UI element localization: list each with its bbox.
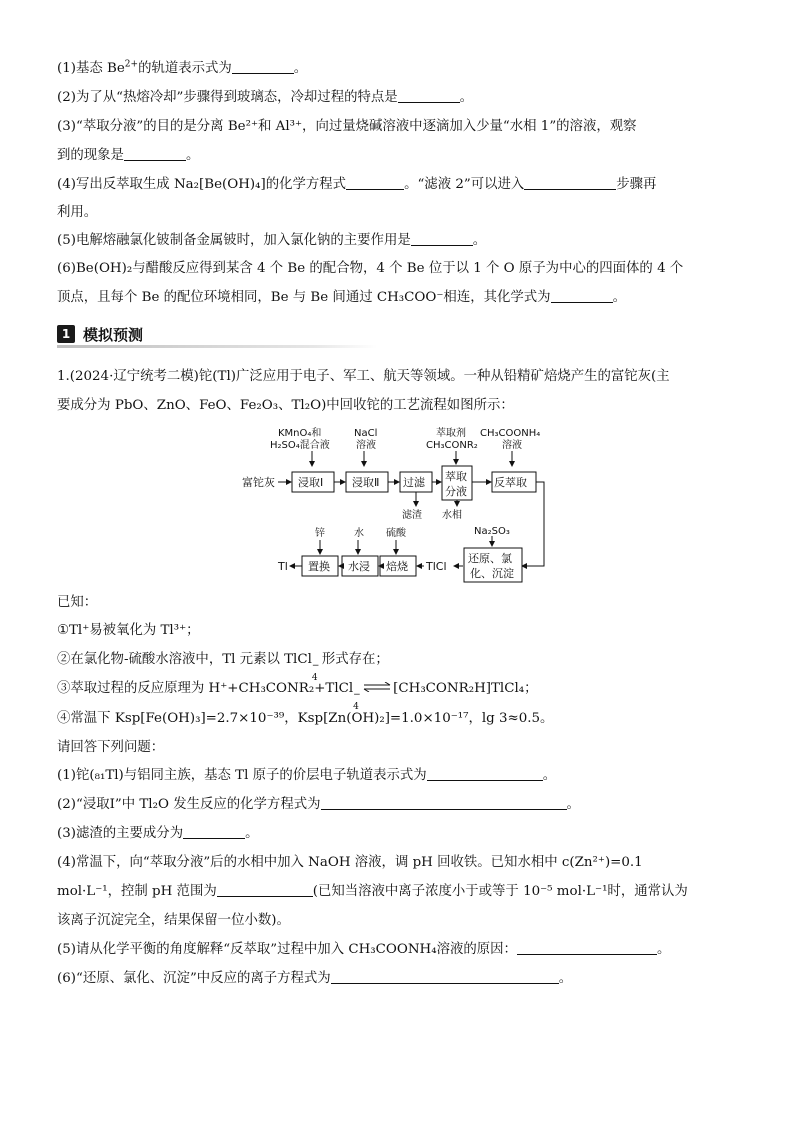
label-nh4-1: CH₃COONH₄: [480, 428, 541, 439]
subq-6-text: (6)“还原、氯化、沉淀”中反应的离子方程式为: [57, 971, 331, 986]
answer-blank[interactable]: [551, 288, 613, 303]
subq-2-text: (2)“浸取Ⅰ”中 Tl₂O 发生反应的化学方程式为: [57, 797, 321, 812]
section-title: 模拟预测: [83, 325, 144, 344]
box-separate-1: 萃取: [445, 470, 467, 483]
subq-4-line3: 该离子沉淀完全，结果保留一位小数)。: [57, 913, 290, 928]
box-filter: 过滤: [403, 476, 425, 489]
question-4-line1: [57, 175, 747, 194]
q2-text: (2)为了从“热熔冷却”步骤得到玻璃态，冷却过程的特点是: [57, 90, 398, 105]
subq-1-tail: 。: [542, 768, 557, 783]
question-2: [57, 88, 747, 107]
subq-4-note: (已知当溶液中离子浓度小于或等于 10⁻⁵ mol·L⁻¹时，通常认为: [312, 884, 688, 899]
answer-blank[interactable]: [346, 175, 404, 190]
subq-5: [57, 940, 747, 959]
known-3-text: ③萃取过程的反应原理为 H⁺+CH₃CONR₂+TlCl: [57, 681, 354, 696]
known-3: ③萃取过程的反应原理为 H⁺+CH₃CONR₂+TlCl − 4 [CH₃CONR₂H]TlCl₄；: [57, 681, 538, 712]
answer-blank[interactable]: [524, 175, 616, 190]
known-2-text: ②在氯化物-硫酸水溶液中，Tl 元素以 TlCl: [57, 652, 312, 667]
q3-tail: 。: [185, 148, 200, 163]
question-3-line1: (3)“萃取分液”的目的是分离 Be²⁺和 Al³⁺，向过量烧碱溶液中逐滴加入少量“水相 1”的溶液，观察: [57, 119, 637, 134]
q4-mid: 。“滤液 2”可以进入: [404, 177, 525, 192]
answer-blank[interactable]: [217, 882, 313, 897]
q6-tail: 。: [612, 290, 626, 305]
known-3-tail: [CH₃CONR₂H]TlCl₄；: [393, 681, 538, 696]
answer-intro: 请回答下列问题：: [57, 740, 165, 755]
box-leach-2: 浸取Ⅱ: [352, 476, 380, 489]
subq-2: [57, 795, 747, 814]
problem-line2: 要成分为 PbO、ZnO、FeO、Fe₂O₃、Tl₂O)中回收铊的工艺流程如图所示：: [57, 398, 514, 413]
subq-3: [57, 824, 747, 843]
box-reduce-2: 化、沉淀: [470, 567, 514, 580]
box-water-soak: 水浸: [348, 560, 370, 573]
question-1: [57, 59, 747, 78]
label-aqueous: 水相: [442, 510, 462, 521]
question-5: [57, 231, 747, 250]
subq-4-line1: (4)常温下，向“萃取分液”后的水相中加入 NaOH 溶液，调 pH 回收铁。已知水相中 c(Zn²⁺)=0.1: [57, 855, 643, 870]
subq-3-tail: 。: [245, 826, 259, 841]
section-underline: [57, 345, 377, 348]
label-kmno4-2: H₂SO₄混合液: [270, 440, 330, 451]
known-4: ④常温下 Ksp[Fe(OH)₃]=2.7×10⁻³⁹，Ksp[Zn(OH)₂]=1.0×10⁻¹⁷，lg 3≈0.5。: [57, 711, 554, 726]
subq-3-text: (3)滤渣的主要成分为: [57, 826, 184, 841]
subq-4-line2: [57, 882, 747, 901]
subq-1-text: (1)铊(₈₁Tl)与铝同主族，基态 Tl 原子的价层电子轨道表示式为: [57, 768, 427, 783]
subq-5-text: (5)请从化学平衡的角度解释“反萃取”过程中加入 CH₃COONH₄溶液的原因：: [57, 942, 517, 957]
subq-4-text: mol·L⁻¹，控制 pH 范围为: [57, 884, 217, 899]
q2-tail: 。: [459, 90, 474, 105]
label-nacl-2: 溶液: [356, 440, 376, 451]
label-residue: 滤渣: [402, 510, 422, 521]
q1-text-post: 的轨道表示式为: [138, 61, 232, 76]
known-heading: 已知：: [57, 595, 98, 610]
q5-tail: 。: [472, 233, 487, 248]
answer-blank[interactable]: [427, 766, 543, 781]
subq-5-tail: 。: [656, 942, 671, 957]
answer-blank[interactable]: [398, 88, 460, 103]
label-extract-2: CH₃CONR₂: [426, 440, 478, 451]
box-leach-1: 浸取Ⅰ: [298, 476, 324, 489]
box-reduce-1: 还原、氯: [468, 552, 512, 565]
known-2-tail: 形式存在；: [321, 652, 389, 667]
label-kmno4-1: KMnO₄和: [278, 428, 322, 439]
label-extract-1: 萃取剂: [436, 428, 466, 439]
box-roast: 焙烧: [386, 560, 408, 573]
subq-2-tail: 。: [566, 797, 580, 812]
start-material: 富铊灰: [242, 476, 275, 489]
label-na2so3: Na₂SO₃: [474, 526, 510, 537]
label-zinc: 锌: [315, 528, 325, 539]
q1-sup: 2+: [124, 59, 139, 70]
answer-blank[interactable]: [411, 231, 473, 246]
problem-line1: 1.(2024·辽宁统考二模)铊(Tl)广泛应用于电子、军工、航天等领域。一种从铅精矿焙烧产生的富铊灰(主: [57, 369, 670, 384]
process-flow-diagram: [236, 424, 566, 584]
section-header: [57, 322, 377, 346]
subq-6: [57, 969, 747, 988]
label-sulfuric-acid: 硫酸: [386, 528, 406, 539]
q1-text: (1)基态 Be: [57, 61, 125, 76]
label-water: 水: [354, 528, 364, 539]
q4-end: 步骤再: [616, 177, 657, 192]
answer-blank[interactable]: [232, 59, 294, 74]
label-nacl-1: NaCl: [354, 428, 378, 439]
answer-blank[interactable]: [331, 969, 559, 984]
q6-text: 顶点，且每个 Be 的配位环境相同，Be 与 Be 间通过 CH₃COO⁻相连，其化学式为: [57, 290, 551, 305]
label-tlcl: TlCl: [426, 560, 447, 573]
question-4-line2: 利用。: [57, 205, 98, 220]
answer-blank[interactable]: [183, 824, 245, 839]
answer-blank[interactable]: [321, 795, 567, 810]
section-badge: 1: [57, 325, 75, 343]
q4-text: (4)写出反萃取生成 Na₂[Be(OH)₄]的化学方程式: [57, 177, 347, 192]
subq-6-tail: 。: [558, 971, 573, 986]
known-2: ②在氯化物-硫酸水溶液中，Tl 元素以 TlCl − 4 形式存在；: [57, 652, 389, 683]
known-1: ①Tl⁺易被氧化为 Tl³⁺；: [57, 623, 200, 638]
subq-1: [57, 766, 747, 785]
box-back-extract: 反萃取: [494, 476, 527, 489]
question-6-line1: (6)Be(OH)₂与醋酸反应得到某含 4 个 Be 的配合物，4 个 Be 位于以 1 个 O 原子为中心的四面体的 4 个: [57, 261, 684, 276]
product-tl: Tl: [278, 560, 288, 573]
question-3-line2: [57, 146, 747, 165]
box-separate-2: 分液: [445, 485, 467, 498]
box-replace: 置换: [308, 560, 330, 573]
q5-text: (5)电解熔融氯化铍制备金属铍时，加入氯化钠的主要作用是: [57, 233, 411, 248]
answer-blank[interactable]: [124, 146, 186, 161]
q1-tail: 。: [293, 61, 308, 76]
question-6-line2: [57, 288, 747, 307]
q3-text: 到的现象是: [57, 148, 124, 163]
label-nh4-2: 溶液: [502, 440, 522, 451]
equilibrium-arrow-icon: [363, 679, 393, 698]
answer-blank[interactable]: [517, 940, 657, 955]
